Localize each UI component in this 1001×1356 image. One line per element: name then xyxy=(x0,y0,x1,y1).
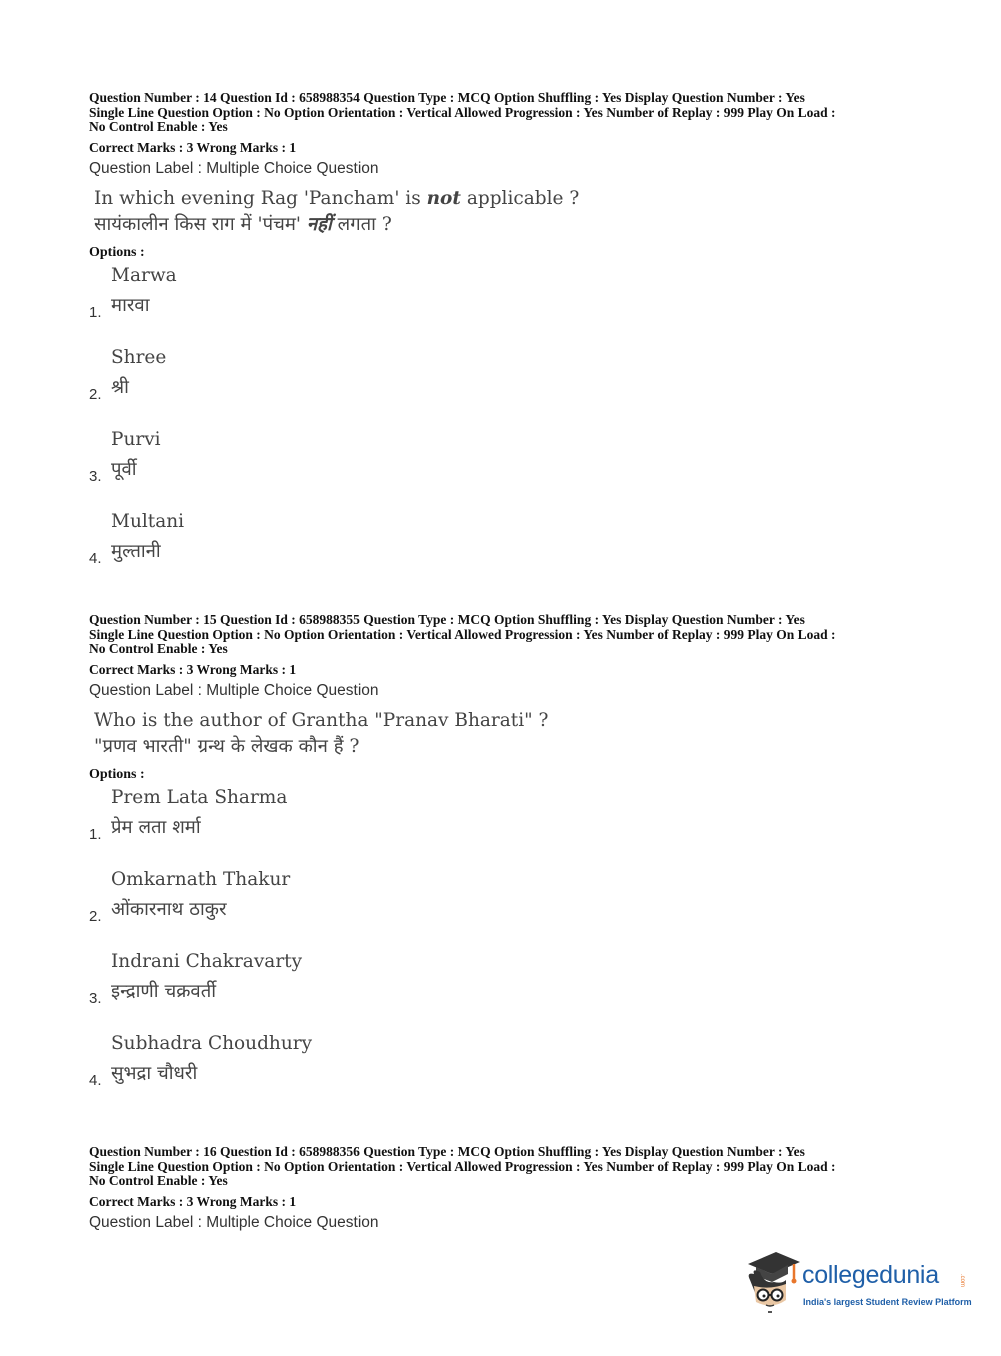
option-text-en: Prem Lata Sharma xyxy=(111,786,288,808)
meta-line-3: No Control Enable : Yes xyxy=(89,1173,228,1188)
question-text-hi-emphasis: नहीं xyxy=(306,213,332,235)
option-number: 2. xyxy=(89,907,102,925)
option-text-en: Marwa xyxy=(111,264,177,286)
logo-domain-suffix: .com xyxy=(959,1274,965,1288)
option-item[interactable] xyxy=(89,783,919,865)
question-label: Question Label : Multiple Choice Question xyxy=(89,681,379,699)
question-text-hi-post: लगता ? xyxy=(331,213,392,235)
question-block-16 xyxy=(89,1145,919,1232)
option-text-en: Subhadra Choudhury xyxy=(111,1032,313,1054)
option-text-en: Purvi xyxy=(111,428,161,450)
option-item[interactable] xyxy=(89,1029,919,1111)
graduate-mascot-icon xyxy=(742,1250,800,1314)
option-text-hi: पूर्वी xyxy=(111,458,137,480)
option-item[interactable] xyxy=(89,865,919,947)
option-text-hi: श्री xyxy=(111,376,129,398)
option-text-en: Multani xyxy=(111,510,185,532)
question-marks: Correct Marks : 3 Wrong Marks : 1 xyxy=(89,139,297,155)
question-text-hi xyxy=(94,734,919,760)
option-text-hi: ओंकारनाथ ठाकुर xyxy=(111,898,227,920)
question-meta xyxy=(89,613,919,657)
question-meta xyxy=(89,91,919,135)
question-text-en-emphasis: not xyxy=(426,187,461,209)
meta-line-1: Question Number : 15 Question Id : 658988355 Question Type : MCQ Option Shuffling : Yes Display Question Number : Yes xyxy=(89,612,805,627)
option-item[interactable] xyxy=(89,425,919,507)
option-item[interactable] xyxy=(89,261,919,343)
question-marks: Correct Marks : 3 Wrong Marks : 1 xyxy=(89,661,297,677)
question-meta xyxy=(89,1145,919,1189)
question-text-en-pre: In which evening Rag 'Pancham' is xyxy=(94,187,427,209)
question-text-hi xyxy=(94,212,919,238)
question-text-en-pre: Who is the author of Grantha "Pranav Bharati" ? xyxy=(94,709,549,731)
options-heading: Options : xyxy=(89,244,145,260)
option-text-hi: मुल्तानी xyxy=(111,540,161,562)
question-label: Question Label : Multiple Choice Question xyxy=(89,159,379,177)
meta-line-3: No Control Enable : Yes xyxy=(89,119,228,134)
option-number: 4. xyxy=(89,1071,102,1089)
question-text-hi-pre: "प्रणव भारती" ग्रन्थ के लेखक कौन हैं ? xyxy=(94,735,360,757)
meta-line-2: Single Line Question Option : No Option Orientation : Vertical Allowed Progression : Yes Number of Replay : 999 Play On Load : xyxy=(89,104,836,120)
option-text-hi: इन्द्राणी चक्रवर्ती xyxy=(111,980,217,1002)
logo-wordmark: collegedunia xyxy=(802,1261,939,1289)
question-block-14 xyxy=(89,91,919,589)
option-number: 4. xyxy=(89,549,102,567)
question-text-en-post: applicable ? xyxy=(460,187,580,209)
question-marks: Correct Marks : 3 Wrong Marks : 1 xyxy=(89,1193,297,1209)
meta-line-2: Single Line Question Option : No Option Orientation : Vertical Allowed Progression : Yes Number of Replay : 999 Play On Load : xyxy=(89,1158,836,1174)
option-item[interactable] xyxy=(89,507,919,589)
option-item[interactable] xyxy=(89,947,919,1029)
option-number: 2. xyxy=(89,385,102,403)
collegedunia-logo[interactable] xyxy=(742,1250,972,1320)
question-text-en xyxy=(94,186,919,212)
option-item[interactable] xyxy=(89,343,919,425)
option-text-hi: मारवा xyxy=(111,294,150,316)
option-number: 3. xyxy=(89,467,102,485)
option-text-en: Indrani Chakravarty xyxy=(111,950,303,972)
meta-line-1: Question Number : 14 Question Id : 658988354 Question Type : MCQ Option Shuffling : Yes Display Question Number : Yes xyxy=(89,90,805,105)
option-number: 3. xyxy=(89,989,102,1007)
option-text-en: Shree xyxy=(111,346,167,368)
option-text-hi: प्रेम लता शर्मा xyxy=(111,816,201,838)
option-text-en: Omkarnath Thakur xyxy=(111,868,291,890)
option-number: 1. xyxy=(89,303,102,321)
question-text-hi-pre: सायंकालीन किस राग में 'पंचम' xyxy=(94,213,307,235)
options-heading: Options : xyxy=(89,766,145,782)
logo-tagline: India's largest Student Review Platform xyxy=(803,1297,972,1307)
option-number: 1. xyxy=(89,825,102,843)
question-block-15 xyxy=(89,613,919,1111)
option-text-hi: सुभद्रा चौधरी xyxy=(111,1062,198,1084)
question-label: Question Label : Multiple Choice Question xyxy=(89,1213,379,1231)
meta-line-3: No Control Enable : Yes xyxy=(89,641,228,656)
question-text-en xyxy=(94,708,919,734)
meta-line-2: Single Line Question Option : No Option Orientation : Vertical Allowed Progression : Yes Number of Replay : 999 Play On Load : xyxy=(89,626,836,642)
meta-line-1: Question Number : 16 Question Id : 658988356 Question Type : MCQ Option Shuffling : Yes Display Question Number : Yes xyxy=(89,1144,805,1159)
